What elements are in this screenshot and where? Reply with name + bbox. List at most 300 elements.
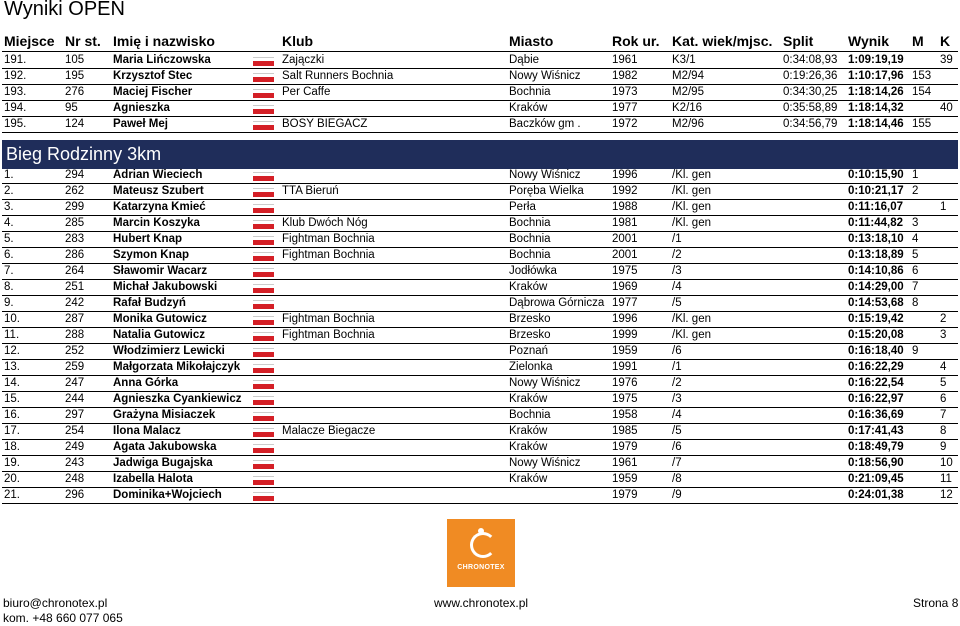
cell-result: 0:16:36,69 bbox=[848, 409, 904, 421]
flag-icon bbox=[253, 300, 274, 309]
cell-name: Natalia Gutowicz bbox=[113, 329, 206, 341]
cell-place: 3. bbox=[4, 201, 14, 213]
cell-cat: /2 bbox=[672, 249, 682, 261]
cell-city: Kraków bbox=[509, 473, 548, 485]
cell-k: 9 bbox=[940, 441, 947, 453]
cell-cat: M2/96 bbox=[672, 118, 704, 130]
cell-place: 195. bbox=[4, 118, 27, 130]
cell-year: 1959 bbox=[612, 345, 638, 357]
cell-year: 1961 bbox=[612, 54, 638, 66]
table-row bbox=[0, 359, 960, 375]
logo-text: CHRONOTEX bbox=[457, 564, 505, 571]
cell-nr: 262 bbox=[65, 185, 85, 197]
cell-m: 7 bbox=[912, 281, 919, 293]
cell-result: 0:10:21,17 bbox=[848, 185, 904, 197]
footer-phone: kom. +48 660 077 065 bbox=[3, 611, 123, 625]
cell-nr: 95 bbox=[65, 102, 78, 114]
table-row bbox=[0, 343, 960, 359]
cell-place: 5. bbox=[4, 233, 14, 245]
cell-city: Jodłówka bbox=[509, 265, 557, 277]
cell-club: Fightman Bochnia bbox=[282, 313, 375, 325]
table-row bbox=[0, 375, 960, 391]
cell-name: Grażyna Misiaczek bbox=[113, 409, 216, 421]
cell-year: 1985 bbox=[612, 425, 638, 437]
cell-year: 1996 bbox=[612, 313, 638, 325]
cell-place: 193. bbox=[4, 86, 27, 98]
cell-cat: /8 bbox=[672, 473, 682, 485]
table-row bbox=[0, 199, 960, 215]
cell-city: Dąbrowa Górnicza bbox=[509, 297, 605, 309]
cell-result: 0:13:18,89 bbox=[848, 249, 904, 261]
cell-place: 10. bbox=[4, 313, 20, 325]
cell-city: Bochnia bbox=[509, 409, 551, 421]
cell-cat: /4 bbox=[672, 281, 682, 293]
flag-icon bbox=[253, 188, 274, 197]
cell-cat: /Kl. gen bbox=[672, 185, 711, 197]
cell-city: Kraków bbox=[509, 281, 548, 293]
cell-name: Jadwiga Bugajska bbox=[113, 457, 213, 469]
cell-name: Szymon Knap bbox=[113, 249, 190, 261]
table-row bbox=[0, 231, 960, 247]
chronotex-logo bbox=[447, 519, 515, 587]
cell-place: 16. bbox=[4, 409, 20, 421]
col-k: K bbox=[940, 33, 951, 49]
flag-icon bbox=[253, 89, 274, 98]
cell-name: Agata Jakubowska bbox=[113, 441, 217, 453]
cell-split: 0:34:30,25 bbox=[783, 86, 838, 98]
cell-place: 9. bbox=[4, 297, 14, 309]
cell-k: 12 bbox=[940, 489, 953, 501]
logo-dot-icon bbox=[478, 528, 484, 534]
flag-icon bbox=[253, 460, 274, 469]
flag-icon bbox=[253, 57, 274, 66]
table-row bbox=[0, 100, 960, 116]
cell-result: 1:09:19,19 bbox=[848, 54, 904, 66]
cell-nr: 297 bbox=[65, 409, 85, 421]
cell-place: 194. bbox=[4, 102, 27, 114]
table-row bbox=[0, 391, 960, 407]
cell-result: 0:11:44,82 bbox=[848, 217, 903, 229]
cell-place: 18. bbox=[4, 441, 20, 453]
cell-cat: M2/95 bbox=[672, 86, 704, 98]
flag-icon bbox=[253, 252, 274, 261]
cell-cat: /7 bbox=[672, 457, 682, 469]
col-nr: Nr st. bbox=[65, 33, 101, 49]
cell-city: Bochnia bbox=[509, 86, 551, 98]
cell-cat: /5 bbox=[672, 297, 682, 309]
cell-city: Brzesko bbox=[509, 313, 551, 325]
cell-cat: /Kl. gen bbox=[672, 201, 711, 213]
cell-city: Nowy Wiśnicz bbox=[509, 169, 581, 181]
cell-year: 1977 bbox=[612, 297, 638, 309]
cell-cat: K3/1 bbox=[672, 54, 696, 66]
table-row bbox=[0, 471, 960, 487]
col-year: Rok ur. bbox=[612, 33, 660, 49]
flag-icon bbox=[253, 332, 274, 341]
footer-email[interactable]: biuro@chronotex.pl bbox=[3, 596, 108, 610]
cell-k: 2 bbox=[940, 313, 947, 325]
cell-year: 2001 bbox=[612, 233, 638, 245]
cell-m: 154 bbox=[912, 86, 932, 98]
section-title: Bieg Rodzinny 3km bbox=[6, 144, 162, 164]
cell-city: Bochnia bbox=[509, 249, 551, 261]
cell-result: 0:16:22,97 bbox=[848, 393, 904, 405]
cell-result: 0:15:20,08 bbox=[848, 329, 904, 341]
flag-icon bbox=[253, 268, 274, 277]
cell-year: 1975 bbox=[612, 265, 638, 277]
cell-result: 0:15:19,42 bbox=[848, 313, 904, 325]
cell-city: Bochnia bbox=[509, 233, 551, 245]
cell-nr: 124 bbox=[65, 118, 85, 130]
cell-result: 1:18:14,32 bbox=[848, 102, 904, 114]
flag-icon bbox=[253, 412, 274, 421]
cell-club: Salt Runners Bochnia bbox=[282, 70, 394, 82]
cell-club: Per Caffe bbox=[282, 86, 331, 98]
cell-year: 1991 bbox=[612, 361, 638, 373]
cell-name: Maria Lińczowska bbox=[113, 54, 211, 66]
cell-cat: /4 bbox=[672, 409, 682, 421]
cell-name: Adrian Wieciech bbox=[113, 169, 203, 181]
cell-place: 1. bbox=[4, 169, 14, 181]
cell-name: Monika Gutowicz bbox=[113, 313, 207, 325]
table-row bbox=[0, 84, 960, 100]
table-row bbox=[0, 263, 960, 279]
cell-cat: /5 bbox=[672, 425, 682, 437]
cell-place: 8. bbox=[4, 281, 14, 293]
cell-split: 0:19:26,36 bbox=[783, 70, 838, 82]
cell-cat: K2/16 bbox=[672, 102, 703, 114]
cell-k: 39 bbox=[940, 54, 953, 66]
cell-m: 5 bbox=[912, 249, 919, 261]
cell-city: Kraków bbox=[509, 425, 548, 437]
table-row bbox=[0, 68, 960, 84]
cell-m: 3 bbox=[912, 217, 919, 229]
section-header bbox=[2, 140, 958, 169]
cell-place: 15. bbox=[4, 393, 20, 405]
cell-name: Hubert Knap bbox=[113, 233, 182, 245]
cell-cat: /2 bbox=[672, 377, 682, 389]
cell-nr: 296 bbox=[65, 489, 85, 501]
cell-result: 0:21:09,45 bbox=[848, 473, 904, 485]
cell-place: 192. bbox=[4, 70, 27, 82]
cell-name: Anna Górka bbox=[113, 377, 179, 389]
table-row bbox=[0, 247, 960, 263]
cell-place: 12. bbox=[4, 345, 20, 357]
cell-cat: /1 bbox=[672, 361, 682, 373]
cell-year: 1979 bbox=[612, 441, 638, 453]
cell-nr: 252 bbox=[65, 345, 85, 357]
cell-year: 1999 bbox=[612, 329, 638, 341]
cell-year: 1977 bbox=[612, 102, 638, 114]
flag-icon bbox=[253, 204, 274, 213]
flag-icon bbox=[253, 121, 274, 130]
table-row bbox=[0, 311, 960, 327]
cell-split: 0:35:58,89 bbox=[783, 102, 838, 114]
cell-city: Perła bbox=[509, 201, 536, 213]
cell-city: Kraków bbox=[509, 393, 548, 405]
cell-name: Krzysztof Stec bbox=[113, 70, 193, 82]
flag-icon bbox=[253, 284, 274, 293]
cell-city: Kraków bbox=[509, 441, 548, 453]
flag-icon bbox=[253, 73, 274, 82]
cell-place: 20. bbox=[4, 473, 20, 485]
flag-icon bbox=[253, 428, 274, 437]
cell-nr: 248 bbox=[65, 473, 85, 485]
cell-city: Brzesko bbox=[509, 329, 551, 341]
cell-result: 0:17:41,43 bbox=[848, 425, 904, 437]
cell-m: 2 bbox=[912, 185, 919, 197]
cell-k: 5 bbox=[940, 377, 947, 389]
cell-result: 0:13:18,10 bbox=[848, 233, 904, 245]
cell-nr: 294 bbox=[65, 169, 85, 181]
cell-year: 1992 bbox=[612, 185, 638, 197]
cell-city: Nowy Wiśnicz bbox=[509, 377, 581, 389]
cell-nr: 243 bbox=[65, 457, 85, 469]
cell-year: 1961 bbox=[612, 457, 638, 469]
cell-nr: 105 bbox=[65, 54, 85, 66]
flag-icon bbox=[253, 396, 274, 405]
cell-year: 1982 bbox=[612, 70, 638, 82]
flag-icon bbox=[253, 220, 274, 229]
cell-cat: M2/94 bbox=[672, 70, 704, 82]
cell-cat: /3 bbox=[672, 265, 682, 277]
cell-year: 1976 bbox=[612, 377, 638, 389]
cell-club: Klub Dwóch Nóg bbox=[282, 217, 368, 229]
cell-club: Fightman Bochnia bbox=[282, 233, 375, 245]
flag-icon bbox=[253, 105, 274, 114]
col-split: Split bbox=[783, 33, 814, 49]
row-divider bbox=[2, 132, 958, 133]
cell-k: 10 bbox=[940, 457, 953, 469]
cell-nr: 195 bbox=[65, 70, 85, 82]
flag-icon bbox=[253, 236, 274, 245]
cell-nr: 285 bbox=[65, 217, 85, 229]
cell-club: Malacze Biegacze bbox=[282, 425, 376, 437]
cell-name: Agnieszka Cyankiewicz bbox=[113, 393, 242, 405]
cell-place: 14. bbox=[4, 377, 20, 389]
cell-cat: /6 bbox=[672, 441, 682, 453]
cell-place: 17. bbox=[4, 425, 20, 437]
cell-club: TTA Bieruń bbox=[282, 185, 339, 197]
cell-nr: 259 bbox=[65, 361, 85, 373]
table-row bbox=[0, 116, 960, 132]
cell-cat: /Kl. gen bbox=[672, 329, 711, 341]
table-row bbox=[0, 439, 960, 455]
flag-icon bbox=[253, 364, 274, 373]
cell-nr: 251 bbox=[65, 281, 85, 293]
cell-year: 1973 bbox=[612, 86, 638, 98]
page-title: Wyniki OPEN bbox=[4, 0, 125, 20]
col-cat: Kat. wiek/mjsc. bbox=[672, 33, 773, 49]
cell-result: 0:18:56,90 bbox=[848, 457, 904, 469]
table-row bbox=[0, 407, 960, 423]
cell-result: 1:18:14,26 bbox=[848, 86, 904, 98]
cell-m: 155 bbox=[912, 118, 932, 130]
cell-city: Bochnia bbox=[509, 217, 551, 229]
cell-m: 4 bbox=[912, 233, 919, 245]
cell-year: 1988 bbox=[612, 201, 638, 213]
cell-city: Nowy Wiśnicz bbox=[509, 70, 581, 82]
cell-place: 19. bbox=[4, 457, 20, 469]
cell-nr: 276 bbox=[65, 86, 85, 98]
cell-city: Nowy Wiśnicz bbox=[509, 457, 581, 469]
cell-nr: 286 bbox=[65, 249, 85, 261]
cell-name: Małgorzata Mikołajczyk bbox=[113, 361, 241, 373]
cell-cat: /3 bbox=[672, 393, 682, 405]
cell-nr: 247 bbox=[65, 377, 85, 389]
cell-result: 1:18:14,46 bbox=[848, 118, 904, 130]
table-row bbox=[0, 423, 960, 439]
cell-result: 1:10:17,96 bbox=[848, 70, 904, 82]
cell-year: 1996 bbox=[612, 169, 638, 181]
cell-k: 8 bbox=[940, 425, 947, 437]
cell-result: 0:16:18,40 bbox=[848, 345, 904, 357]
cell-nr: 249 bbox=[65, 441, 85, 453]
cell-name: Mateusz Szubert bbox=[113, 185, 204, 197]
cell-cat: /1 bbox=[672, 233, 682, 245]
cell-k: 40 bbox=[940, 102, 953, 114]
cell-k: 6 bbox=[940, 393, 947, 405]
row-divider bbox=[2, 503, 958, 504]
cell-result: 0:14:10,86 bbox=[848, 265, 904, 277]
cell-year: 1959 bbox=[612, 473, 638, 485]
cell-name: Sławomir Wacarz bbox=[113, 265, 208, 277]
cell-nr: 288 bbox=[65, 329, 85, 341]
cell-place: 7. bbox=[4, 265, 14, 277]
table-row bbox=[0, 215, 960, 231]
logo-c-icon bbox=[470, 532, 496, 558]
cell-name: Rafał Budzyń bbox=[113, 297, 186, 309]
cell-name: Michał Jakubowski bbox=[113, 281, 218, 293]
cell-m: 8 bbox=[912, 297, 919, 309]
table-row bbox=[0, 52, 960, 68]
table-row bbox=[0, 327, 960, 343]
cell-place: 6. bbox=[4, 249, 14, 261]
table-row bbox=[0, 487, 960, 503]
cell-name: Paweł Mej bbox=[113, 118, 168, 130]
flag-icon bbox=[253, 348, 274, 357]
cell-club: Zajączki bbox=[282, 54, 325, 66]
cell-k: 4 bbox=[940, 361, 947, 373]
cell-m: 9 bbox=[912, 345, 919, 357]
col-club: Klub bbox=[282, 33, 314, 49]
table-row bbox=[0, 455, 960, 471]
cell-nr: 287 bbox=[65, 313, 85, 325]
cell-year: 1958 bbox=[612, 409, 638, 421]
flag-icon bbox=[253, 380, 274, 389]
cell-m: 1 bbox=[912, 169, 919, 181]
flag-icon bbox=[253, 316, 274, 325]
cell-nr: 242 bbox=[65, 297, 85, 309]
cell-k: 3 bbox=[940, 329, 947, 341]
cell-year: 2001 bbox=[612, 249, 638, 261]
cell-name: Izabella Halota bbox=[113, 473, 193, 485]
table-row bbox=[0, 295, 960, 311]
cell-result: 0:18:49,79 bbox=[848, 441, 904, 453]
cell-cat: /Kl. gen bbox=[672, 217, 711, 229]
col-city: Miasto bbox=[509, 33, 554, 49]
flag-icon bbox=[253, 476, 274, 485]
flag-icon bbox=[253, 172, 274, 181]
cell-name: Włodzimierz Lewicki bbox=[113, 345, 225, 357]
table-row bbox=[0, 183, 960, 199]
col-result: Wynik bbox=[848, 33, 889, 49]
flag-icon bbox=[253, 492, 274, 501]
cell-club: BOSY BIEGACZ bbox=[282, 118, 368, 130]
cell-place: 11. bbox=[4, 329, 20, 341]
cell-split: 0:34:56,79 bbox=[783, 118, 838, 130]
cell-cat: /Kl. gen bbox=[672, 313, 711, 325]
cell-result: 0:11:16,07 bbox=[848, 201, 903, 213]
cell-club: Fightman Bochnia bbox=[282, 249, 375, 261]
cell-nr: 264 bbox=[65, 265, 85, 277]
cell-cat: /6 bbox=[672, 345, 682, 357]
cell-nr: 254 bbox=[65, 425, 85, 437]
cell-k: 7 bbox=[940, 409, 947, 421]
footer-page: Strona 8 bbox=[913, 596, 959, 610]
cell-year: 1979 bbox=[612, 489, 638, 501]
cell-city: Zielonka bbox=[509, 361, 553, 373]
cell-result: 0:16:22,54 bbox=[848, 377, 904, 389]
cell-result: 0:14:29,00 bbox=[848, 281, 904, 293]
cell-name: Marcin Koszyka bbox=[113, 217, 200, 229]
cell-nr: 283 bbox=[65, 233, 85, 245]
cell-name: Agnieszka bbox=[113, 102, 170, 114]
cell-name: Ilona Malacz bbox=[113, 425, 181, 437]
cell-city: Poznań bbox=[509, 345, 549, 357]
cell-place: 13. bbox=[4, 361, 20, 373]
cell-name: Maciej Fischer bbox=[113, 86, 193, 98]
cell-year: 1969 bbox=[612, 281, 638, 293]
col-name: Imię i nazwisko bbox=[113, 33, 215, 49]
cell-place: 2. bbox=[4, 185, 14, 197]
cell-city: Dąbie bbox=[509, 54, 540, 66]
col-miejsce: Miejsce bbox=[4, 33, 55, 49]
footer-site[interactable]: www.chronotex.pl bbox=[434, 596, 529, 610]
cell-name: Dominika+Wojciech bbox=[113, 489, 222, 501]
cell-name: Katarzyna Kmieć bbox=[113, 201, 206, 213]
cell-nr: 299 bbox=[65, 201, 85, 213]
cell-m: 6 bbox=[912, 265, 919, 277]
cell-cat: /Kl. gen bbox=[672, 169, 711, 181]
cell-year: 1975 bbox=[612, 393, 638, 405]
cell-place: 191. bbox=[4, 54, 27, 66]
table-row bbox=[0, 279, 960, 295]
cell-city: Kraków bbox=[509, 102, 548, 114]
cell-year: 1981 bbox=[612, 217, 638, 229]
cell-club: Fightman Bochnia bbox=[282, 329, 375, 341]
cell-nr: 244 bbox=[65, 393, 85, 405]
table-header bbox=[0, 31, 960, 51]
cell-city: Poręba Wielka bbox=[509, 185, 584, 197]
cell-m: 153 bbox=[912, 70, 932, 82]
cell-split: 0:34:08,93 bbox=[783, 54, 838, 66]
cell-k: 1 bbox=[940, 201, 947, 213]
cell-result: 0:24:01,38 bbox=[848, 489, 904, 501]
cell-result: 0:14:53,68 bbox=[848, 297, 904, 309]
cell-place: 21. bbox=[4, 489, 20, 501]
flag-icon bbox=[253, 444, 274, 453]
table-row bbox=[0, 167, 960, 183]
cell-k: 11 bbox=[940, 473, 952, 485]
cell-city: Baczków gm . bbox=[509, 118, 581, 130]
cell-result: 0:10:15,90 bbox=[848, 169, 904, 181]
cell-year: 1972 bbox=[612, 118, 638, 130]
cell-result: 0:16:22,29 bbox=[848, 361, 904, 373]
cell-cat: /9 bbox=[672, 489, 682, 501]
col-m: M bbox=[912, 33, 924, 49]
cell-place: 4. bbox=[4, 217, 14, 229]
